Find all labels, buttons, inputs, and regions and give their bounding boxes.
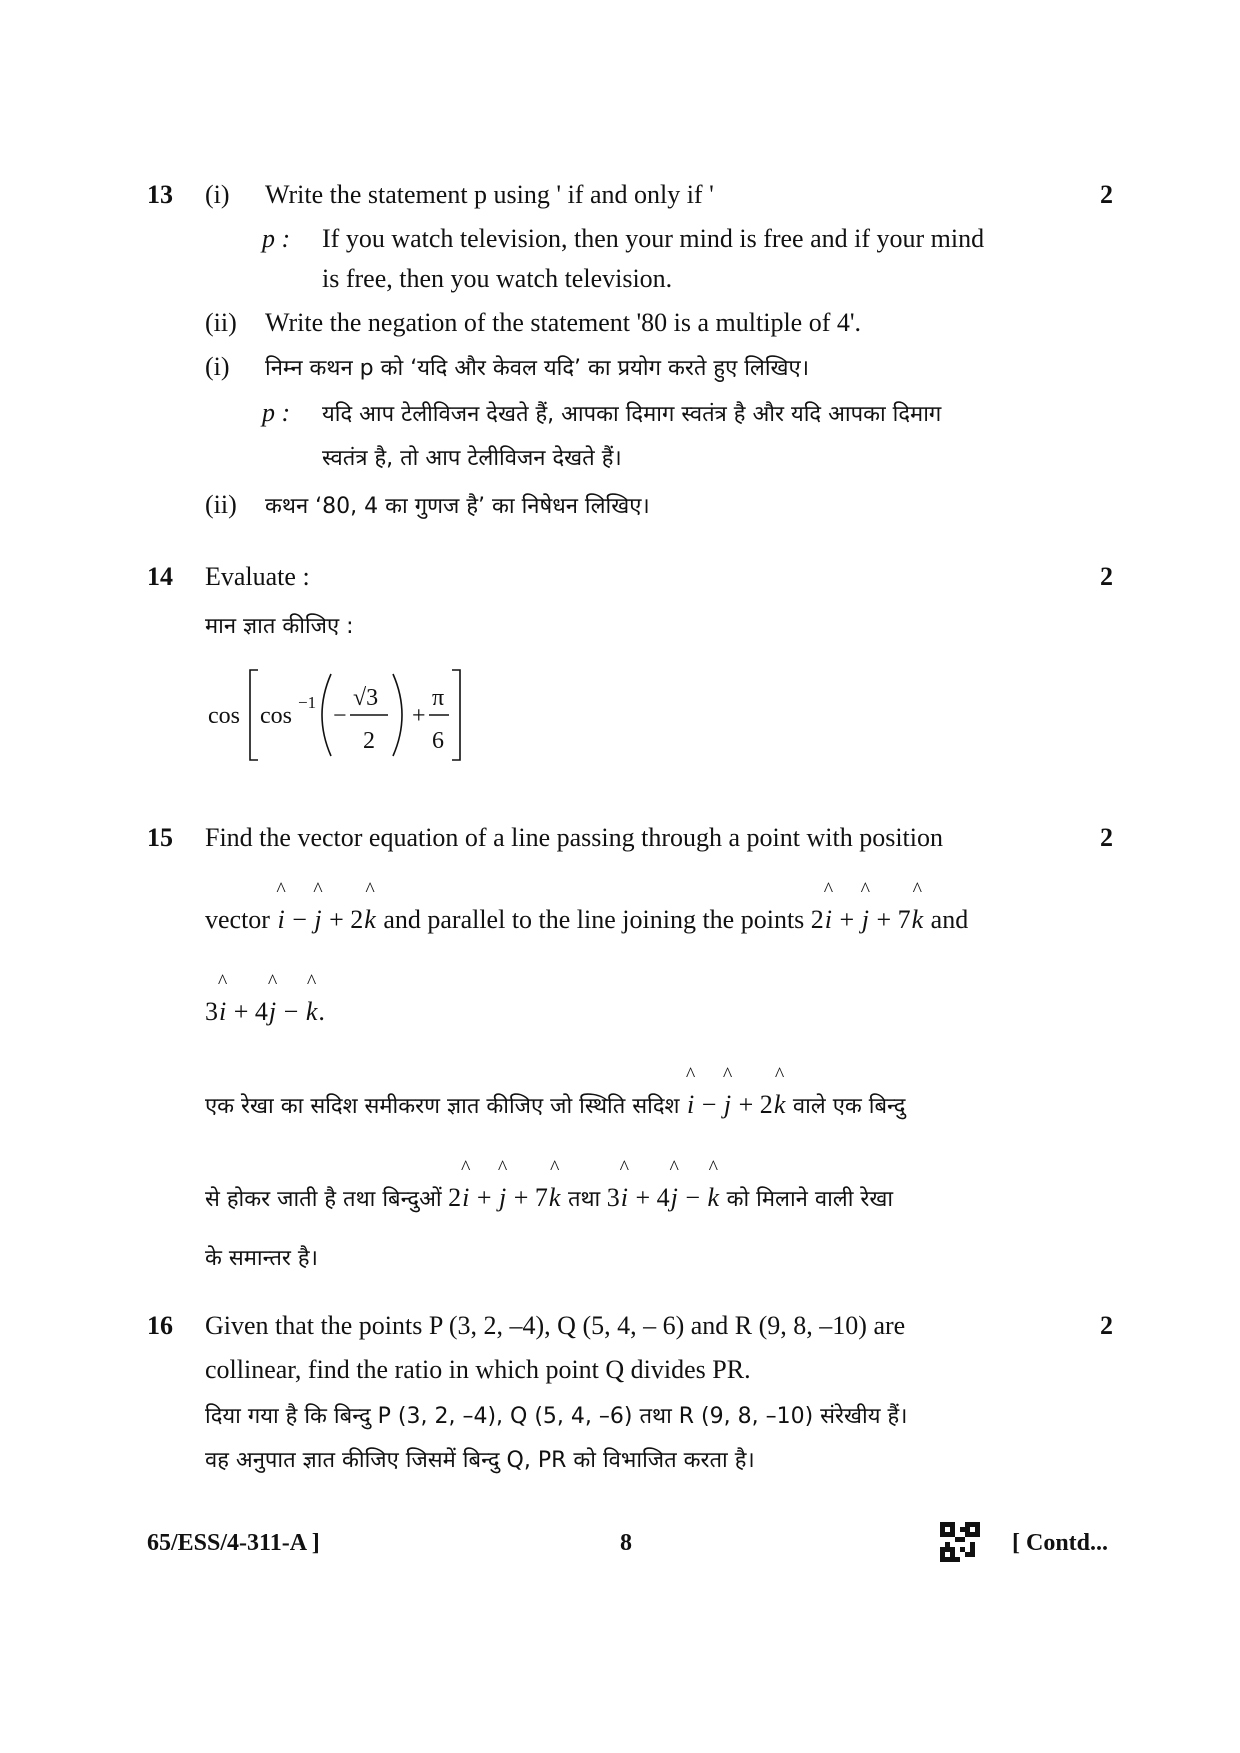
footer-paper-code: 65/ESS/4-311-A ] [147, 1530, 320, 1556]
q15-hi-vector-a: ^ i − ^ j + 2^ k [686, 1090, 793, 1119]
q13-en-p-line2: is free, then you watch television. [322, 264, 673, 293]
formula-cos-inner: cos [260, 703, 292, 729]
unit-k-hat: ^ k [548, 1183, 562, 1213]
footer-contd: [ Contd... [1012, 1530, 1109, 1556]
q15-hi-line1 [205, 1090, 906, 1120]
q13-en-part-i [205, 180, 714, 210]
q13-hi-p-line2: स्वतंत्र है, तो आप टेलीविजन देखते हैं। [322, 446, 622, 471]
unit-i-hat: ^ i [276, 905, 285, 935]
q15-hi-line1-pre: एक रेखा का सदिश समीकरण ज्ञात कीजिए जो स्थिति सदिश [205, 1094, 680, 1119]
footer-page-number: 8 [620, 1530, 632, 1556]
q15-en-line2 [205, 905, 968, 935]
formula-pi: π [432, 685, 445, 711]
unit-i-hat: ^ i [620, 1183, 629, 1213]
q13-hi-i-text: निम्न कथन p को ‘यदि और केवल यदि’ का प्रयोग करते हुए लिखिए। [265, 356, 810, 381]
unit-j-hat: ^ j [313, 905, 322, 935]
q13-en-p-line1-text: If you watch television, then your mind is free and if your mind [322, 224, 985, 253]
q15-hi-tatha: तथा [567, 1187, 601, 1212]
unit-j-hat: ^ j [670, 1183, 679, 1213]
q13-en-i-label: (i) [205, 180, 230, 209]
q13-hi-i-label: (i) [205, 352, 230, 381]
unit-j-hat: ^ j [723, 1090, 732, 1120]
question-number-14: 14 [147, 562, 173, 591]
unit-i-hat: ^ i [461, 1183, 470, 1213]
q14-en-text: Evaluate : [205, 562, 310, 591]
unit-k-hat: ^ k [707, 1183, 721, 1213]
q13-en-ii-text: Write the negation of the statement '80 is a multiple of 4'. [265, 308, 862, 337]
unit-i-hat: ^ i [218, 997, 227, 1027]
formula-denominator-2: 2 [363, 728, 375, 754]
q15-en-line3 [205, 997, 325, 1027]
q16-en-line1: Given that the points P (3, 2, –4), Q (5, 4, – 6) and R (9, 8, –10) are [205, 1311, 906, 1340]
q15-hi-line1-post: वाले एक बिन्दु [792, 1094, 906, 1119]
unit-k-hat: ^ k [911, 905, 925, 935]
q15-hi-line3: के समान्तर है। [205, 1246, 318, 1271]
formula-left-paren [322, 674, 331, 756]
formula-minus: − [333, 703, 347, 729]
unit-j-hat: ^ j [498, 1183, 507, 1213]
q13-hi-part-i [205, 352, 809, 382]
marks-q13: 2 [1100, 180, 1113, 209]
q14-formula [205, 660, 475, 770]
q15-hi-vector-b: 2^ i + ^ j + 7^ k [448, 1183, 568, 1212]
formula-right-bracket [452, 670, 460, 760]
formula-sqrt3: √3 [353, 685, 379, 711]
q15-hi-line2-pre: से होकर जाती है तथा बिन्दुओं [205, 1187, 442, 1212]
formula-left-bracket [250, 670, 258, 760]
unit-i-hat: ^ i [686, 1090, 695, 1120]
q15-hi-line2 [205, 1183, 893, 1213]
unit-j-hat: ^ j [268, 997, 277, 1027]
question-number-16: 16 [147, 1311, 173, 1340]
q15-en-mid: and parallel to the line joining the points [383, 905, 805, 934]
question-number-15: 15 [147, 823, 173, 852]
unit-k-hat: ^ k [305, 997, 319, 1027]
formula-denominator-6: 6 [432, 728, 444, 754]
q13-hi-part-ii [205, 490, 650, 520]
q15-vector-b: 2^ i + ^ j + 7^ k [811, 905, 931, 934]
q13-hi-p-line1 [262, 398, 941, 428]
q13-en-part-ii [205, 308, 861, 338]
unit-i-hat: ^ i [824, 905, 833, 935]
q13-hi-ii-label: (ii) [205, 490, 237, 519]
formula-inverse-exponent: −1 [298, 693, 317, 712]
q14-hi-text: मान ज्ञात कीजिए : [205, 614, 354, 639]
q16-hi-line2: वह अनुपात ज्ञात कीजिए जिसमें बिन्दु Q, PR को विभाजित करता है। [205, 1448, 755, 1473]
q13-hi-p-line1-text: यदि आप टेलीविजन देखते हैं, आपका दिमाग स्वतंत्र है और यदि आपका दिमाग [322, 402, 942, 427]
q15-hi-line2-post: को मिलाने वाली रेखा [726, 1187, 894, 1212]
q13-en-p-line1 [262, 224, 984, 254]
q16-hi-line1: दिया गया है कि बिन्दु P (3, 2, –4), Q (5, 4, –6) तथा R (9, 8, –10) संरेखीय हैं। [205, 1404, 908, 1429]
q15-en-and: and [930, 905, 969, 934]
formula-right-paren [393, 674, 402, 756]
marks-q14: 2 [1100, 562, 1113, 591]
q13-en-p-label: p : [262, 224, 291, 253]
q15-en-vector-word: vector [205, 905, 270, 934]
unit-k-hat: ^ k [773, 1090, 787, 1120]
unit-j-hat: ^ j [861, 905, 870, 935]
q13-en-i-text: Write the statement p using ' if and only if ' [265, 180, 714, 209]
q16-en-line2: collinear, find the ratio in which point Q divides PR. [205, 1355, 751, 1384]
formula-cos-outer: cos [208, 703, 240, 729]
q13-hi-ii-text: कथन ‘80, 4 का गुणज है’ का निषेधन लिखिए। [265, 494, 650, 519]
question-number-13: 13 [147, 180, 173, 209]
q15-hi-vector-c: 3^ i + 4^ j − ^ k [607, 1183, 727, 1212]
q15-vector-a: ^ i − ^ j + 2^ k [276, 905, 383, 934]
unit-k-hat: ^ k [363, 905, 377, 935]
qr-code-icon [940, 1522, 980, 1562]
marks-q15: 2 [1100, 823, 1113, 852]
marks-q16: 2 [1100, 1311, 1113, 1340]
q13-en-ii-label: (ii) [205, 308, 237, 337]
q13-hi-p-label: p : [262, 398, 291, 427]
q15-en-line1: Find the vector equation of a line passing through a point with position [205, 823, 944, 852]
formula-plus: + [412, 703, 426, 729]
q15-vector-c: 3^ i + 4^ j − ^ k. [205, 997, 325, 1026]
